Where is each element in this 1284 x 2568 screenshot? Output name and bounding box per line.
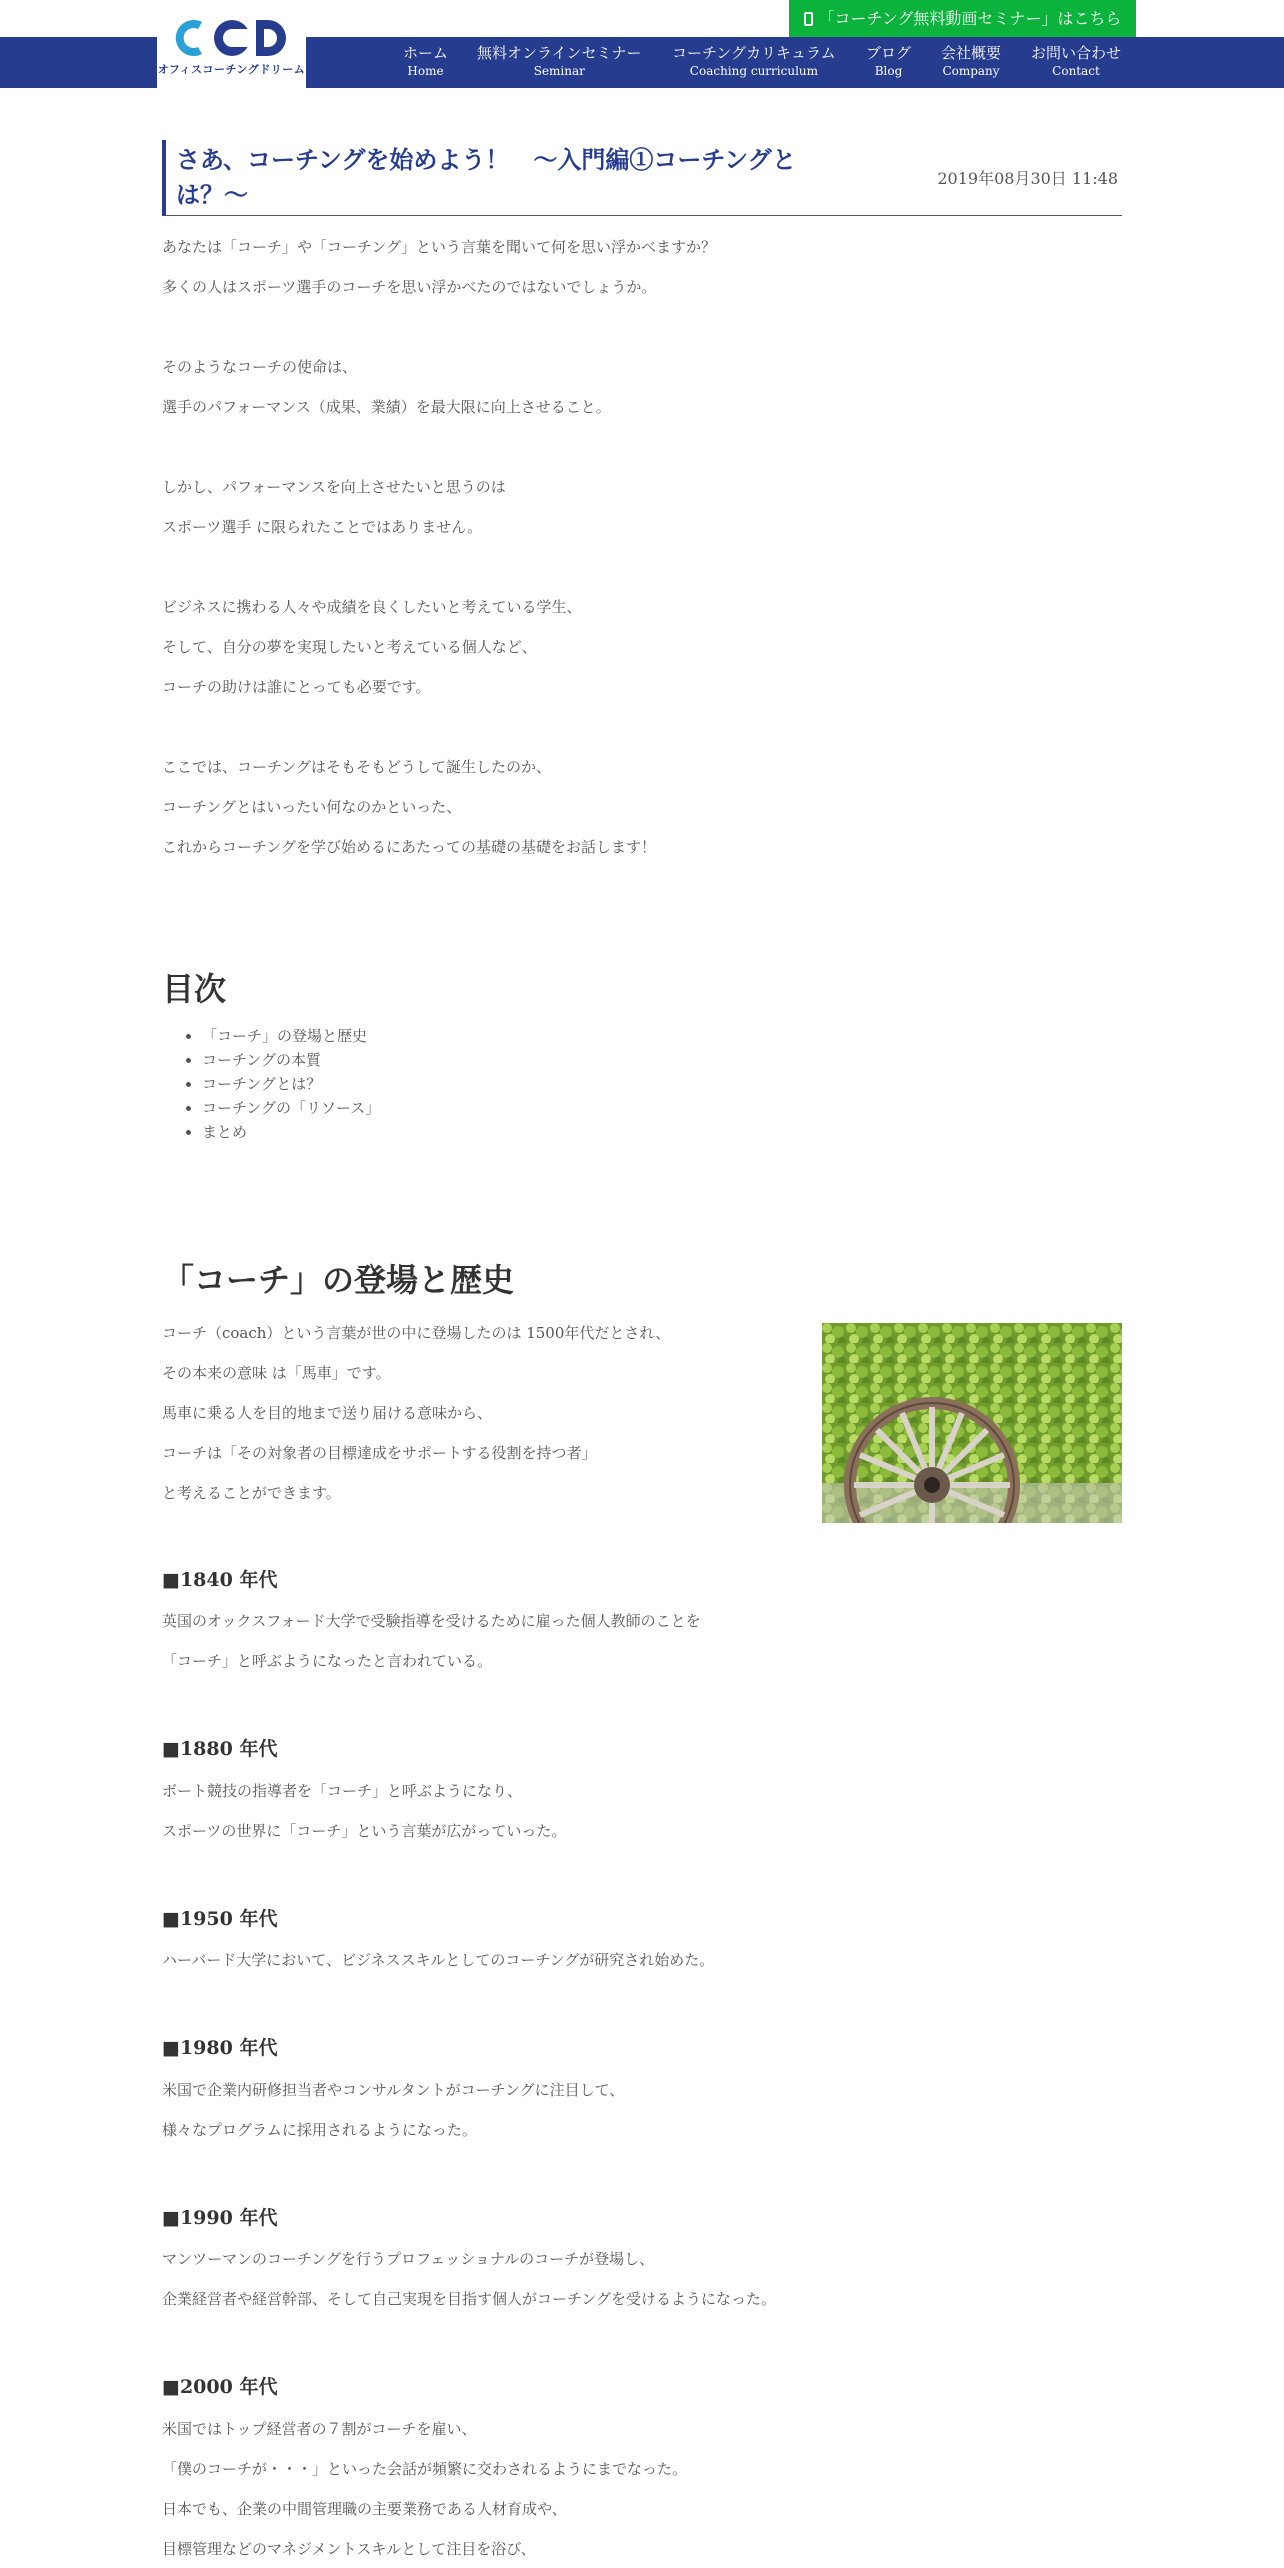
- intro-paragraph-line: 多くの人はスポーツ選手のコーチを思い浮かべたのではないでしょうか。: [162, 278, 657, 296]
- history-intro-line: 馬車に乗る人を目的地まで送り届ける意味から、: [162, 1404, 493, 1422]
- history-line: 様々なプログラムに採用されるようになった。: [162, 2121, 477, 2139]
- nav-label-en: Coaching curriculum: [689, 64, 819, 78]
- history-intro-line: と考えることができます。: [162, 1484, 341, 1502]
- smartphone-icon: [804, 12, 813, 26]
- nav-label-jp: お問い合わせ: [1031, 44, 1122, 62]
- history-line: 企業経営者や経営幹部、そして自己実現を目指す個人がコーチングを受けるようになった。: [162, 2290, 776, 2308]
- intro-paragraph-line: そのようなコーチの使命は、: [162, 358, 358, 376]
- nav-label-en: Home: [407, 64, 444, 78]
- nav-label-en: Seminar: [533, 64, 585, 78]
- nav-item-home[interactable]: [403, 43, 448, 79]
- post-date: 2019年08月30日 11:48: [937, 169, 1118, 188]
- intro-paragraph-line: これからコーチングを学び始めるにあたっての基礎の基礎をお話します！: [162, 838, 656, 856]
- intro-paragraph-line: あなたは「コーチ」や「コーチング」という言葉を聞いて何を思い浮かべますか？: [162, 238, 716, 256]
- history-line: 米国ではトップ経営者の７割がコーチを雇い、: [162, 2420, 477, 2438]
- toc-link-what-is-coaching[interactable]: • コーチングとは？: [202, 1072, 380, 1096]
- intro-paragraph-line: スポーツ選手 に限られたことではありません。: [162, 518, 483, 536]
- nav-label-en: Blog: [874, 64, 903, 78]
- history-line: マンツーマンのコーチングを行うプロフェッショナルのコーチが登場し、: [162, 2250, 655, 2268]
- toc-link-history[interactable]: • 「コーチ」の登場と歴史: [202, 1024, 380, 1048]
- history-line: 目標管理などのマネジメントスキルとして注目を浴び、: [162, 2540, 536, 2558]
- cta-label: 「コーチング無料動画セミナー」はこちら: [818, 9, 1122, 28]
- history-intro-line: コーチ（coach）という言葉が世の中に登場したのは 1500年代だとされ、: [162, 1324, 671, 1342]
- history-year-heading: ■1840 年代: [162, 1569, 278, 1591]
- history-line: 「僕のコーチが・・・」といった会話が頻繁に交わされるようにまでなった。: [162, 2460, 688, 2478]
- history-intro-line: コーチは「その対象者の目標達成をサポートする役割を持つ者」: [162, 1444, 597, 1462]
- history-line: スポーツの世界に「コーチ」という言葉が広がっていった。: [162, 1822, 567, 1840]
- intro-paragraph-line: コーチングとはいったい何なのかといった、: [162, 798, 462, 816]
- nav-label-jp: 会社概要: [941, 44, 1002, 62]
- history-line: 英国のオックスフォード大学で受験指導を受けるために雇った個人教師のことを: [162, 1612, 701, 1630]
- article-header: [162, 140, 1122, 216]
- nav-item-blog[interactable]: [866, 43, 911, 79]
- history-line: 米国で企業内研修担当者やコンサルタントがコーチングに注目して、: [162, 2081, 625, 2099]
- nav-label-jp: ブログ: [866, 44, 912, 62]
- intro-paragraph-line: そして、自分の夢を実現したいと考えている個人など、: [162, 638, 537, 656]
- history-line: 日本でも、企業の中間管理職の主要業務である人材育成や、: [162, 2500, 567, 2518]
- history-line: ボート競技の指導者を「コーチ」と呼ぶようになり、: [162, 1782, 523, 1800]
- history-year-heading: ■2000 年代: [162, 2376, 278, 2398]
- intro-paragraph-line: ビジネスに携わる人々や成績を良くしたいと考えている学生、: [162, 598, 582, 616]
- nav-item-company[interactable]: [941, 43, 1001, 79]
- history-year-heading: ■1980 年代: [162, 2037, 278, 2059]
- nav-label-jp: コーチングカリキュラム: [672, 44, 836, 62]
- intro-paragraph-line: コーチの助けは誰にとっても必要です。: [162, 678, 431, 696]
- nav-label-jp: ホーム: [403, 44, 449, 62]
- article-title-line1: さあ、コーチングを始めよう！ ～入門編①コーチングと: [176, 145, 797, 174]
- history-line: 「コーチ」と呼ぶようになったと言われている。: [162, 1652, 493, 1670]
- toc-link-summary[interactable]: • まとめ: [202, 1120, 380, 1144]
- article-title: [176, 142, 826, 212]
- history-line: ハーバード大学において、ビジネススキルとしてのコーチングが研究され始めた。: [162, 1951, 715, 1969]
- nav-label-en: Contact: [1052, 64, 1100, 78]
- nav-item-curriculum[interactable]: [672, 43, 836, 79]
- nav-item-seminar[interactable]: [477, 43, 642, 79]
- toc-link-resources[interactable]: • コーチングの「リソース」: [202, 1096, 380, 1120]
- section-heading-history: 「コーチ」の登場と歴史: [162, 1261, 515, 1299]
- intro-paragraph-line: ここでは、コーチングはそもそもどうして誕生したのか、: [162, 758, 551, 776]
- toc-link-essence[interactable]: • コーチングの本質: [202, 1048, 380, 1072]
- history-intro-line: その本来の意味 は「馬車」です。: [162, 1364, 391, 1382]
- history-year-heading: ■1880 年代: [162, 1738, 278, 1760]
- main-nav: [0, 43, 1284, 83]
- nav-label-en: Company: [942, 64, 1000, 78]
- nav-label-jp: 無料オンラインセミナー: [477, 44, 642, 62]
- logo-subtitle: オフィスコーチングドリーム: [157, 63, 306, 76]
- toc-heading: 目次: [162, 970, 227, 1008]
- table-of-contents: [162, 1024, 380, 1144]
- intro-paragraph-line: 選手のパフォーマンス（成果、業績）を最大限に向上させること。: [162, 398, 611, 416]
- history-year-heading: ■1990 年代: [162, 2207, 278, 2229]
- article-title-line2: は？～: [176, 180, 248, 209]
- nav-item-contact[interactable]: [1031, 43, 1121, 79]
- history-year-heading: ■1950 年代: [162, 1908, 278, 1930]
- intro-paragraph-line: しかし、パフォーマンスを向上させたいと思うのは: [162, 478, 506, 496]
- carriage-wheel-image: [822, 1323, 1122, 1523]
- free-seminar-cta-button[interactable]: [789, 0, 1136, 37]
